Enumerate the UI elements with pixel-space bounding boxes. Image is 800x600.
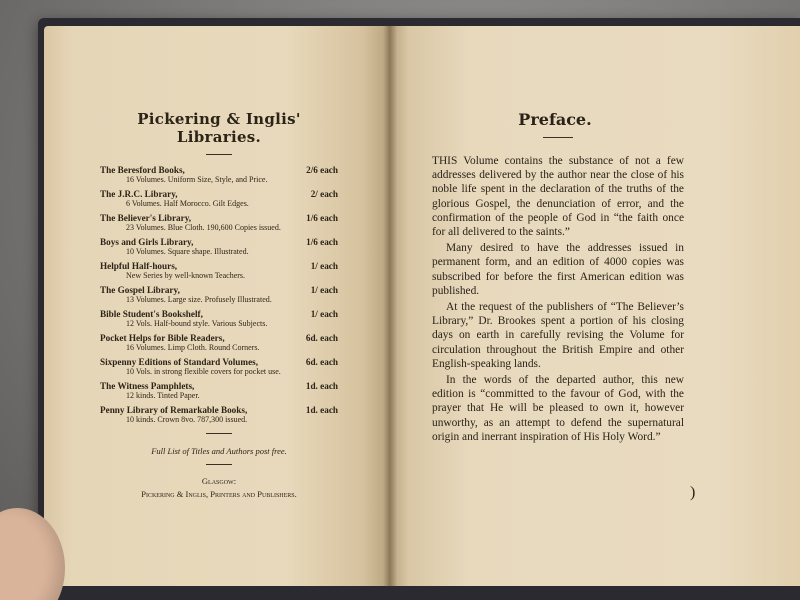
- library-entry: [100, 285, 338, 305]
- library-entry-desc: New Series by well-known Teachers.: [126, 271, 246, 280]
- library-entry: [100, 189, 338, 209]
- library-entry-name: [100, 189, 338, 199]
- library-entry-name: [100, 405, 338, 415]
- publisher-city: Glasgow:: [201, 476, 237, 486]
- entry-price: 6d. each: [305, 357, 338, 367]
- entry-price: 1/ each: [310, 309, 338, 319]
- entry-title: The Gospel Library,: [100, 285, 180, 295]
- library-entry-name: [100, 309, 338, 319]
- library-entry-desc: 10 Volumes. Square shape. Illustrated.: [126, 247, 249, 256]
- library-entry: [100, 405, 338, 425]
- entry-title: Pocket Helps for Bible Readers,: [100, 333, 225, 343]
- entry-price: 1/6 each: [306, 237, 338, 247]
- entry-price: 1/6 each: [306, 213, 338, 223]
- preface-block: [432, 110, 684, 446]
- library-entry-desc: 16 Volumes. Uniform Size, Style, and Price.: [126, 175, 268, 184]
- page-mark: ): [690, 484, 696, 501]
- preface-rule: [543, 137, 573, 138]
- library-entry-desc: 6 Volumes. Half Morocco. Gilt Edges.: [126, 199, 249, 208]
- library-entry-name: [100, 357, 338, 367]
- entry-price: 1d. each: [305, 405, 338, 415]
- library-entry: [100, 165, 338, 185]
- entry-title: Penny Library of Remarkable Books,: [100, 405, 248, 415]
- library-entry-desc: 13 Volumes. Large size. Profusely Illustrated.: [126, 295, 272, 304]
- library-entries: [100, 165, 338, 425]
- publisher-name: Pickering & Inglis, Printers and Publishers.: [141, 489, 297, 499]
- library-entry-desc: 23 Volumes. Blue Cloth. 190,600 Copies issued.: [126, 223, 281, 232]
- entry-price: 1/ each: [310, 285, 338, 295]
- entry-title: Bible Student's Bookshelf,: [100, 309, 203, 319]
- library-entry: [100, 237, 338, 257]
- preface-title: Preface.: [518, 110, 592, 129]
- entry-title: Helpful Half-hours,: [100, 261, 178, 271]
- library-entry-desc: 10 kinds. Crown 8vo. 787,300 issued.: [126, 415, 248, 424]
- preface-paragraph: At the request of the publishers of “The Believer’s Library,” Dr. Brookes spent a portion of his closing days on earth in carefully revising the Volume for circulation throughout the British Empire and other English-speaking lands.: [432, 301, 684, 370]
- entry-title: The J.R.C. Library,: [100, 189, 178, 199]
- library-entry: [100, 357, 338, 377]
- list-footer: Full List of Titles and Authors post free.: [151, 446, 287, 456]
- library-entry: [100, 213, 338, 233]
- publisher-block: [100, 475, 338, 501]
- book-gutter: [383, 26, 397, 586]
- library-entry-desc: 12 Vols. Half-bound style. Various Subjects.: [126, 319, 268, 328]
- library-entry: [100, 333, 338, 353]
- library-entry-name: [100, 165, 338, 175]
- library-entry-desc: 16 Volumes. Limp Cloth. Round Corners.: [126, 343, 260, 352]
- entry-price: 6d. each: [305, 333, 338, 343]
- preface-paragraph: In the words of the departed author, this new edition is “committed to the favour of God, with the prayer that He will be pleased to own it, however unworthy, as an attempt to defend the supernatural origin and inerrant inspiration of His Holy Word.”: [432, 374, 684, 443]
- library-entry-name: [100, 381, 338, 391]
- entry-price: 2/6 each: [306, 165, 338, 175]
- library-entry-desc: 10 Vols. in strong flexible covers for pocket use.: [126, 367, 281, 376]
- entry-title: Boys and Girls Library,: [100, 237, 194, 247]
- title-rule: [206, 154, 232, 155]
- library-entry-desc: 12 kinds. Tinted Paper.: [126, 391, 200, 400]
- entry-title: The Believer's Library,: [100, 213, 192, 223]
- entry-price: 1/ each: [310, 261, 338, 271]
- library-entry: [100, 381, 338, 401]
- library-entry-name: [100, 261, 338, 271]
- publisher-rule: [206, 464, 232, 465]
- library-entry-name: [100, 333, 338, 343]
- library-entry-name: [100, 213, 338, 223]
- entry-price: 1d. each: [305, 381, 338, 391]
- entry-price: 2/ each: [310, 189, 338, 199]
- preface-paragraph: THIS Volume contains the substance of not a few addresses delivered by the author near the close of his noble life spent in the declaration of the truths of the glorious Gospel, the denunciation of error, and the confirmation of the people of God in “the faith once for all delivered to the saints.”: [432, 155, 684, 239]
- library-entry: [100, 309, 338, 329]
- preface-text: [432, 154, 684, 444]
- library-entry-name: [100, 237, 338, 247]
- preface-paragraph: Many desired to have the addresses issued in permanent form, and an edition of 4000 copies was subscribed for before the first American edition was published.: [432, 242, 684, 297]
- library-entry: [100, 261, 338, 281]
- footer-rule: [206, 433, 232, 434]
- library-entry-name: [100, 285, 338, 295]
- entry-title: Sixpenny Editions of Standard Volumes,: [100, 357, 259, 367]
- entry-title: The Witness Pamphlets,: [100, 381, 195, 391]
- left-page-title: Pickering & Inglis' Libraries.: [137, 110, 301, 146]
- libraries-list-block: [100, 110, 338, 501]
- entry-title: The Beresford Books,: [100, 165, 185, 175]
